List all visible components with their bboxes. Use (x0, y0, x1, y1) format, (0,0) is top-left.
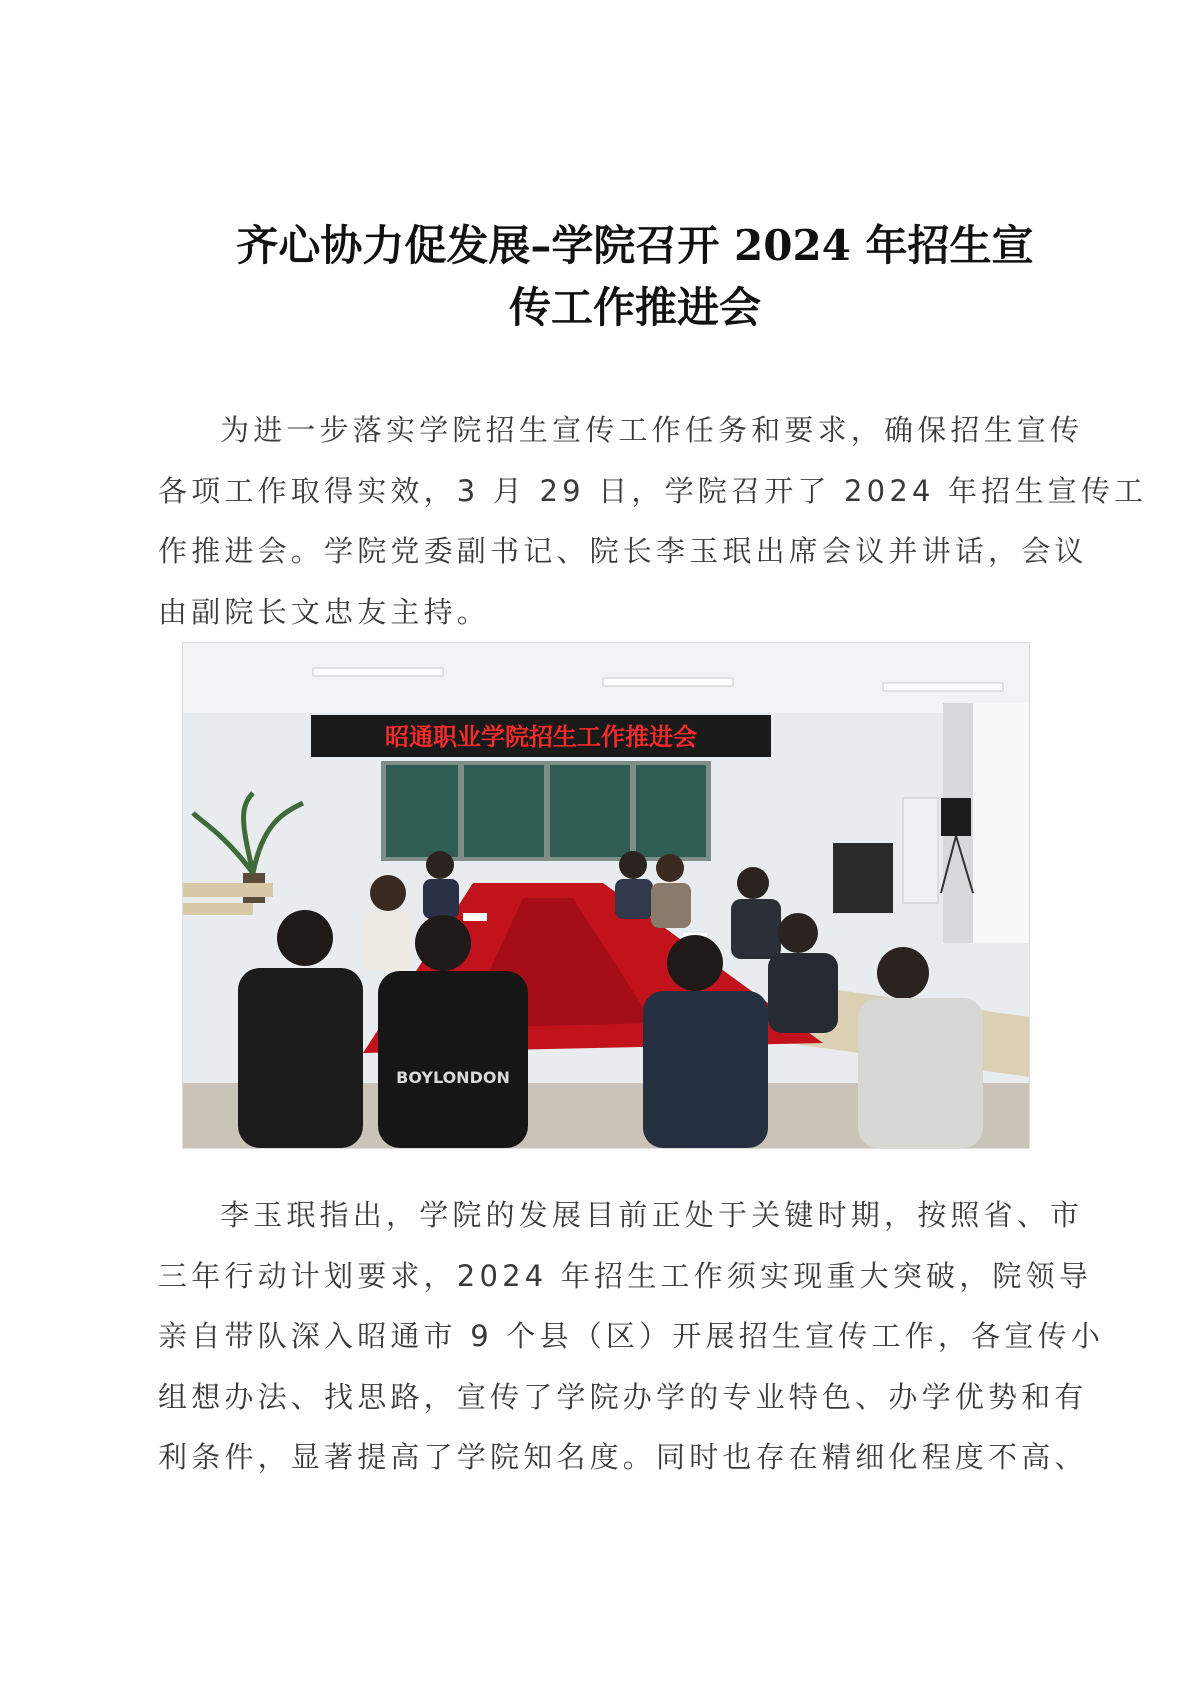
paragraph-2-line: 利条件，显著提高了学院知名度。同时也存在精细化程度不高、 (158, 1440, 1088, 1474)
paragraph-1-line: 由副院长文忠友主持。 (158, 594, 491, 629)
paragraph-2-line: 组想办法、找思路，宣传了学院办学的专业特色、办学优势和有 (158, 1379, 1088, 1414)
paragraph-2-line: 李玉珉指出，学院的发展目前正处于关键时期，按照省、市 (220, 1198, 1084, 1232)
paragraph-1-line: 为进一步落实学院招生宣传工作任务和要求，确保招生宣传 (220, 413, 1084, 447)
title-line-2: 传工作推进会 (508, 283, 761, 332)
article-title (225, 215, 1045, 339)
paragraph-2-line: 亲自带队深入昭通市 9 个县（区）开展招生宣传工作，各宣传小 (158, 1319, 1104, 1353)
paragraph-1 (158, 400, 1148, 642)
meeting-photo (182, 642, 1030, 1149)
paragraph-2 (158, 1185, 1104, 1488)
paragraph-1-line: 各项工作取得实效，3 月 29 日，学院召开了 2024 年招生宣传工 (158, 473, 1148, 508)
paragraph-2-line: 三年行动计划要求，2024 年招生工作须实现重大突破，院领导 (158, 1258, 1093, 1293)
paragraph-1-line: 作推进会。学院党委副书记、院长李玉珉出席会议并讲话，会议 (158, 534, 1088, 568)
title-line-1: 齐心协力促发展–学院召开 2024 年招生宣 (236, 221, 1034, 270)
led-banner-text: 昭通职业学院招生工作推进会 (385, 723, 697, 751)
jacket-print-text: BOYLONDON (396, 1068, 510, 1087)
